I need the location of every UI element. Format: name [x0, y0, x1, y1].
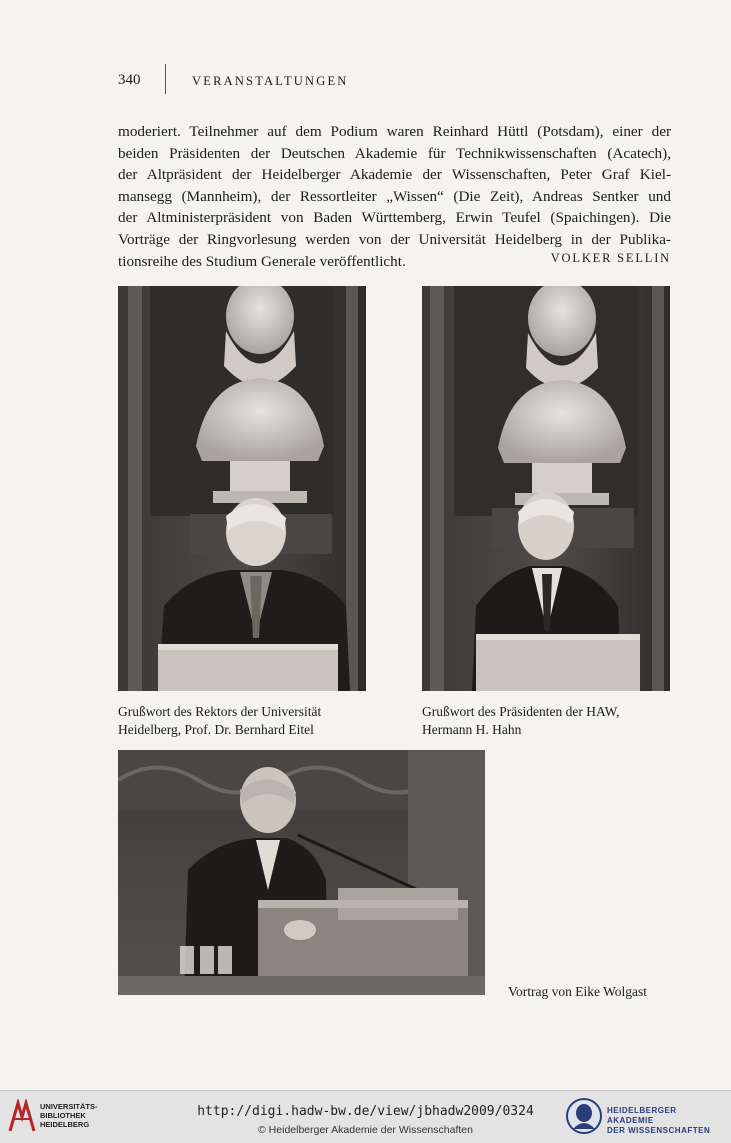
author-name: VOLKER SELLIN	[550, 251, 671, 265]
logo-text-line: BIBLIOTHEK	[40, 1111, 86, 1120]
footer-bar	[0, 1090, 731, 1143]
body-paragraph	[118, 121, 671, 272]
caption-photo-president	[422, 703, 672, 739]
logo-text-line: UNIVERSITÄTS-	[40, 1102, 98, 1111]
caption-line: Grußwort des Präsidenten der HAW,	[422, 704, 620, 719]
body-line: der Altministerpräsident von Baden Württemberg, Erwin Teufel (Spaichingen). Die	[118, 209, 671, 227]
logo-text-line: DER WISSENSCHAFTEN	[607, 1126, 711, 1135]
photo-lecture	[118, 750, 485, 995]
copyright-notice: © Heidelberger Akademie der Wissenschaften	[258, 1124, 473, 1136]
caption-line: Grußwort des Rektors der Universität	[118, 704, 322, 719]
body-line: mansegg (Mannheim), der Ressortleiter „Wissen“ (Die Zeit), Andreas Sentker und	[118, 187, 671, 205]
body-line: Vorträge der Ringvorlesung werden von der Universität Heidelberg in der Publika-	[118, 230, 671, 248]
body-line: moderiert. Teilnehmer auf dem Podium waren Reinhard Hüttl (Potsdam), einer der	[118, 123, 671, 140]
academy-logo	[565, 1097, 725, 1137]
caption-photo-lecture	[508, 983, 668, 1001]
logo-text-line: HEIDELBERGER AKADEMIE	[607, 1106, 677, 1125]
caption-photo-rector	[118, 703, 408, 739]
page-number: 340	[118, 72, 141, 88]
academy-seal-icon	[565, 1097, 603, 1135]
caption-line: Vortrag von Eike Wolgast	[508, 984, 648, 999]
body-line: beiden Präsidenten der Deutschen Akademie für Technikwissenschaften (Acatech),	[118, 144, 671, 162]
caption-line: Hermann H. Hahn	[422, 722, 522, 737]
logo-text-line: HEIDELBERG	[40, 1120, 90, 1129]
document-url-link[interactable]: http://digi.hadw-bw.de/view/jbhadw2009/0324	[197, 1104, 534, 1119]
section-title: VERANSTALTUNGEN	[192, 74, 349, 88]
header-divider	[165, 64, 166, 94]
body-line: der Altpräsident der Heidelberger Akademie der Wissenschaften, Peter Graf Kiel-	[118, 166, 671, 184]
photo-president	[422, 286, 670, 691]
photo-rector	[118, 286, 366, 691]
body-line: tionsreihe des Studium Generale veröffentlicht.	[118, 252, 406, 270]
caption-line: Heidelberg, Prof. Dr. Bernhard Eitel	[118, 722, 314, 737]
